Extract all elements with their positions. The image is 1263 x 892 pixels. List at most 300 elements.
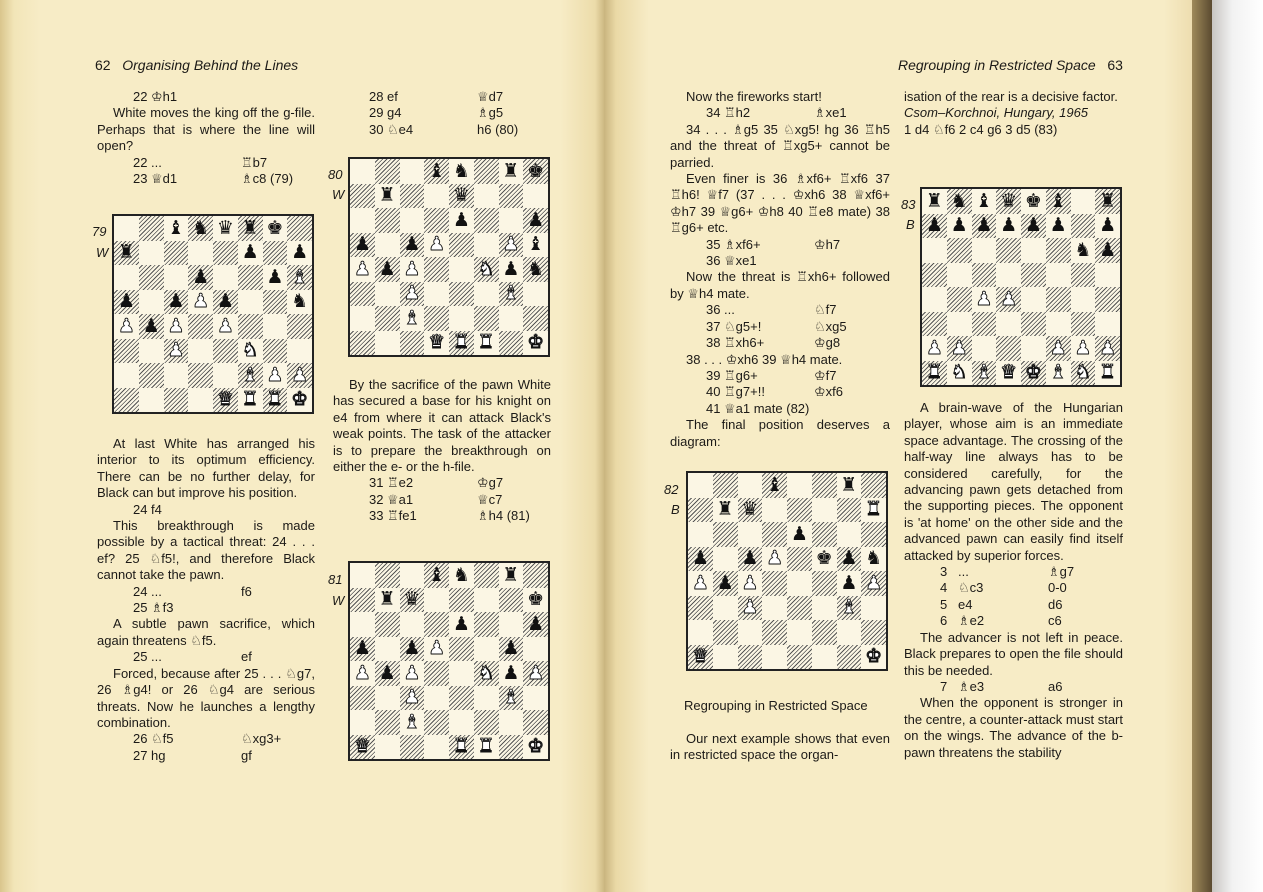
move-line <box>333 89 551 105</box>
black-pawn-icon: ♟ <box>527 208 545 231</box>
black-pawn-icon: ♟ <box>353 233 371 256</box>
board-square <box>400 661 425 686</box>
board-square <box>762 547 787 572</box>
board-square <box>972 287 997 312</box>
move-b: ♕d1 <box>151 171 178 187</box>
white-king-icon: ♚ <box>865 645 883 668</box>
black-pawn-icon: ♟ <box>1049 214 1067 237</box>
board-square <box>474 257 499 282</box>
board-square <box>350 710 375 735</box>
board-square <box>499 208 524 233</box>
white-rook-icon: ♜ <box>241 388 259 411</box>
board-square <box>263 363 288 388</box>
board-square <box>213 216 238 241</box>
move-line <box>97 502 315 518</box>
board-square <box>213 339 238 364</box>
board-square <box>350 233 375 258</box>
board-square <box>972 238 997 263</box>
board-square <box>787 522 812 547</box>
paragraph: Now the fireworks start! <box>686 89 822 104</box>
board-square <box>400 563 425 588</box>
black-bishop-icon: ♝ <box>167 216 185 239</box>
board-square <box>188 241 213 266</box>
white-rook-icon: ♜ <box>452 735 470 758</box>
right-column-bottom <box>670 731 890 764</box>
black-pawn-icon: ♟ <box>1099 238 1117 261</box>
board-square <box>837 620 862 645</box>
board-square <box>350 661 375 686</box>
board-square <box>114 216 139 241</box>
page-number: 62 <box>95 57 111 73</box>
board-square <box>787 473 812 498</box>
move-line <box>670 237 890 253</box>
right-column2-bottom <box>904 400 1123 761</box>
board-square <box>499 637 524 662</box>
board-square <box>188 339 213 364</box>
move-b: ... <box>151 154 162 170</box>
move-b: ♖g7+!! <box>724 384 765 400</box>
chess-diagram-83 <box>920 187 1122 387</box>
board-square <box>375 331 400 356</box>
board-square <box>375 637 400 662</box>
white-knight-icon: ♞ <box>950 361 968 384</box>
board-square <box>424 612 449 637</box>
board-square <box>996 238 1021 263</box>
board-square <box>837 498 862 523</box>
black-queen-icon: ♛ <box>216 216 234 239</box>
move-a: 4 <box>940 580 948 596</box>
board-square <box>474 637 499 662</box>
board-square <box>114 314 139 339</box>
board-square <box>762 620 787 645</box>
board-square <box>474 735 499 760</box>
board-square <box>400 208 425 233</box>
board-square <box>1021 238 1046 263</box>
board-square <box>713 498 738 523</box>
move-b: ♕a1 mate (82) <box>724 400 810 416</box>
board-square <box>1071 214 1096 239</box>
board-square <box>287 265 312 290</box>
board-square <box>350 331 375 356</box>
board-square <box>1095 361 1120 386</box>
board-square <box>238 363 263 388</box>
board-square <box>523 637 548 662</box>
black-knight-icon: ♞ <box>1074 238 1092 261</box>
book-edge <box>1192 0 1212 892</box>
board-square <box>812 571 837 596</box>
white-pawn-icon: ♟ <box>1049 336 1067 359</box>
board-square <box>947 263 972 288</box>
white-queen-icon: ♛ <box>428 331 446 354</box>
white-bishop-icon: ♝ <box>975 361 993 384</box>
move-line <box>904 564 1123 580</box>
white-pawn-icon: ♟ <box>925 336 943 359</box>
board-square <box>523 306 548 331</box>
move-c: f6 <box>241 583 252 599</box>
paragraph: When the opponent is stronger in the centre, a counter-attack must start on the wings. The advance of the b-pawn threatens the stability <box>904 695 1123 760</box>
move-b: ♖fe1 <box>387 508 417 524</box>
move-c <box>814 401 884 417</box>
move-line <box>670 368 890 384</box>
board-square <box>164 290 189 315</box>
black-pawn-icon: ♟ <box>502 637 520 660</box>
board-square <box>350 208 375 233</box>
paragraph: This breakthrough is made possible by a tactical threat: 24 . . . ef? 25 ♘f5!, and therefore Black cannot take the pawn. <box>97 518 315 583</box>
move-b: ... <box>151 649 162 665</box>
move-c: ♔g8 <box>814 335 841 351</box>
move-b: g4 <box>387 105 402 121</box>
board-square <box>474 159 499 184</box>
board-square <box>1046 238 1071 263</box>
board-square <box>375 306 400 331</box>
move-c: ♔xf6 <box>814 384 843 400</box>
board-square <box>164 241 189 266</box>
move-c: ♘xg3+ <box>241 731 282 747</box>
move-c <box>241 89 311 105</box>
move-b: f4 <box>151 501 162 517</box>
board-square <box>996 361 1021 386</box>
board-square <box>424 184 449 209</box>
black-king-icon: ♚ <box>527 588 545 611</box>
board-square <box>787 645 812 670</box>
board-square <box>449 257 474 282</box>
board-square <box>474 208 499 233</box>
board-square <box>400 735 425 760</box>
white-rook-icon: ♜ <box>925 361 943 384</box>
board-square <box>449 710 474 735</box>
board-square <box>114 241 139 266</box>
board-square <box>523 233 548 258</box>
move-b: ♕xe1 <box>724 253 757 269</box>
move-b: ... <box>724 302 735 318</box>
board-square <box>738 645 763 670</box>
board-square <box>188 216 213 241</box>
board-square <box>837 571 862 596</box>
board-square <box>139 290 164 315</box>
paragraph: isation of the rear is a decisive factor. <box>904 89 1118 104</box>
move-b: ♘c3 <box>958 580 984 596</box>
board-square <box>922 287 947 312</box>
board-square <box>424 233 449 258</box>
board-square <box>238 290 263 315</box>
board-square <box>499 612 524 637</box>
board-square <box>738 522 763 547</box>
move-c: ♗c8 (79) <box>241 171 294 187</box>
black-pawn-icon: ♟ <box>241 241 259 264</box>
black-pawn-icon: ♟ <box>1000 214 1018 237</box>
move-b: ♖g6+ <box>724 367 758 383</box>
board-square <box>1021 336 1046 361</box>
board-square <box>713 522 738 547</box>
black-pawn-icon: ♟ <box>142 314 160 337</box>
black-knight-icon: ♞ <box>452 563 470 586</box>
black-pawn-icon: ♟ <box>378 661 396 684</box>
move-b: ♗xf6+ <box>724 236 761 252</box>
paragraph: White moves the king off the g-file. Perhaps that is where the line will open? <box>97 105 315 154</box>
white-knight-icon: ♞ <box>241 339 259 362</box>
move-a: 36 <box>706 253 721 269</box>
board-square <box>688 522 713 547</box>
board-square <box>1095 238 1120 263</box>
board-square <box>350 159 375 184</box>
board-square <box>713 620 738 645</box>
board-square <box>787 596 812 621</box>
move-b: ♔h1 <box>151 89 178 104</box>
board-square <box>424 306 449 331</box>
white-pawn-icon: ♟ <box>291 363 309 386</box>
move-line <box>97 89 315 105</box>
board-square <box>139 314 164 339</box>
move-a: 30 <box>369 121 384 137</box>
move-c: ♘f7 <box>814 302 837 318</box>
board-square <box>523 612 548 637</box>
black-pawn-icon: ♟ <box>840 571 858 594</box>
board-square <box>837 596 862 621</box>
board-square <box>114 339 139 364</box>
board-square <box>213 314 238 339</box>
board-square <box>263 290 288 315</box>
paragraph: Our next example shows that even in restricted space the organ- <box>670 731 890 763</box>
diagram-82-number: 82 <box>664 482 679 497</box>
board-square <box>424 710 449 735</box>
board-square <box>474 588 499 613</box>
board-square <box>812 473 837 498</box>
black-pawn-icon: ♟ <box>452 612 470 635</box>
move-c: c6 <box>1048 613 1062 629</box>
board-square <box>424 159 449 184</box>
board-square <box>1095 214 1120 239</box>
board-square <box>1071 336 1096 361</box>
board-square <box>499 563 524 588</box>
black-king-icon: ♚ <box>266 216 284 239</box>
board-square <box>762 645 787 670</box>
board-square <box>996 263 1021 288</box>
board-square <box>1046 263 1071 288</box>
board-square <box>922 263 947 288</box>
move-a: 37 <box>706 318 721 334</box>
board-square <box>474 282 499 307</box>
right-page-header <box>898 57 1123 73</box>
board-square <box>972 214 997 239</box>
board-square <box>1046 312 1071 337</box>
white-queen-icon: ♛ <box>216 388 234 411</box>
board-square <box>400 612 425 637</box>
board-square <box>861 596 886 621</box>
black-knight-icon: ♞ <box>865 547 883 570</box>
right-page <box>604 0 1200 892</box>
board-square <box>424 331 449 356</box>
board-square <box>922 312 947 337</box>
board-square <box>424 563 449 588</box>
move-c: ♔f7 <box>814 367 837 383</box>
board-square <box>996 336 1021 361</box>
board-square <box>787 498 812 523</box>
white-pawn-icon: ♟ <box>403 686 421 709</box>
board-square <box>947 287 972 312</box>
board-square <box>238 314 263 339</box>
board-square <box>213 363 238 388</box>
black-rook-icon: ♜ <box>241 216 259 239</box>
board-square <box>1095 287 1120 312</box>
board-square <box>375 661 400 686</box>
paragraph: 34 . . . ♗g5 35 ♘xg5! hg 36 ♖h5 and the threat of ♖xg5+ cannot be parried. <box>670 121 890 170</box>
board-square <box>787 571 812 596</box>
diagram-81-number: 81 <box>328 572 343 587</box>
board-square <box>350 637 375 662</box>
move-line <box>97 649 315 665</box>
board-square <box>375 233 400 258</box>
left-column2-top <box>333 89 551 138</box>
board-square <box>213 265 238 290</box>
black-rook-icon: ♜ <box>925 189 943 212</box>
black-queen-icon: ♛ <box>452 184 470 207</box>
paragraph: By the sacrifice of the pawn White has secured a base for his knight on e4 from where it can attack Black's weak points. The task of the attacker is to prepare the breakthrough on either the e- or the h-file. <box>333 377 551 475</box>
board-square <box>837 473 862 498</box>
board-square <box>738 571 763 596</box>
board-square <box>114 388 139 413</box>
board-square <box>499 282 524 307</box>
black-rook-icon: ♜ <box>378 588 396 611</box>
board-square <box>424 637 449 662</box>
board-square <box>449 208 474 233</box>
board-square <box>400 184 425 209</box>
paragraph: Forced, because after 25 . . . ♘g7, 26 ♗g4! or 26 ♘g4 are serious threats. Now he launches a lengthy combination. <box>97 665 315 730</box>
board-square <box>424 735 449 760</box>
move-a: 7 <box>940 678 948 694</box>
board-square <box>861 571 886 596</box>
black-knight-icon: ♞ <box>452 159 470 182</box>
paragraph: 38 . . . ♔xh6 39 ♕h4 mate. <box>686 351 843 367</box>
chess-diagram-81 <box>348 561 550 761</box>
move-a: 3 <box>940 564 948 580</box>
board-square <box>139 339 164 364</box>
board-square <box>1071 238 1096 263</box>
board-square <box>424 208 449 233</box>
board-square <box>996 214 1021 239</box>
board-square <box>350 184 375 209</box>
white-king-icon: ♚ <box>1024 361 1042 384</box>
board-square <box>713 547 738 572</box>
board-square <box>1021 287 1046 312</box>
board-square <box>812 596 837 621</box>
black-pawn-icon: ♟ <box>353 637 371 660</box>
board-square <box>762 473 787 498</box>
white-bishop-icon: ♝ <box>241 363 259 386</box>
move-b: ♖xh6+ <box>724 335 765 351</box>
board-square <box>1071 189 1096 214</box>
board-square <box>922 361 947 386</box>
move-a: 36 <box>706 302 721 318</box>
board-square <box>837 547 862 572</box>
white-pawn-icon: ♟ <box>950 336 968 359</box>
board-square <box>449 184 474 209</box>
white-queen-icon: ♛ <box>691 645 709 668</box>
white-rook-icon: ♜ <box>865 498 883 521</box>
white-bishop-icon: ♝ <box>1049 361 1067 384</box>
board-square <box>375 159 400 184</box>
board-square <box>449 661 474 686</box>
black-pawn-icon: ♟ <box>167 290 185 313</box>
board-square <box>350 735 375 760</box>
move-b: e4 <box>958 596 973 612</box>
board-square <box>263 265 288 290</box>
move-a: 23 <box>133 171 148 187</box>
board-square <box>812 522 837 547</box>
white-bishop-icon: ♝ <box>403 306 421 329</box>
board-square <box>474 686 499 711</box>
section-heading: Regrouping in Restricted Space <box>684 698 868 713</box>
diagram-79-number: 79 <box>92 224 107 239</box>
chess-diagram-82 <box>686 471 888 671</box>
board-square <box>499 661 524 686</box>
black-rook-icon: ♜ <box>840 473 858 496</box>
board-square <box>188 388 213 413</box>
board-square <box>523 661 548 686</box>
board-square <box>499 159 524 184</box>
white-pawn-icon: ♟ <box>117 314 135 337</box>
board-square <box>1095 336 1120 361</box>
board-square <box>424 282 449 307</box>
board-square <box>996 312 1021 337</box>
black-bishop-icon: ♝ <box>527 233 545 256</box>
board-square <box>400 686 425 711</box>
board-square <box>861 522 886 547</box>
board-square <box>449 686 474 711</box>
board-square <box>474 233 499 258</box>
board-square <box>1071 361 1096 386</box>
board-square <box>1021 312 1046 337</box>
black-pawn-icon: ♟ <box>378 257 396 280</box>
board-square <box>188 314 213 339</box>
move-line <box>670 302 890 318</box>
board-square <box>287 241 312 266</box>
black-pawn-icon: ♟ <box>502 661 520 684</box>
board-square <box>263 388 288 413</box>
diagram-81-side: W <box>332 593 345 608</box>
paragraph: Now the threat is ♖xh6+ followed by ♕h4 mate. <box>670 269 890 301</box>
black-queen-icon: ♛ <box>403 588 421 611</box>
left-column-bottom <box>97 436 315 764</box>
move-a: 25 <box>133 600 148 616</box>
board-square <box>947 336 972 361</box>
board-square <box>762 596 787 621</box>
board-square <box>375 208 400 233</box>
move-c: ♗h4 (81) <box>477 508 530 524</box>
board-square <box>996 189 1021 214</box>
board-square <box>449 612 474 637</box>
board-square <box>1021 214 1046 239</box>
white-pawn-icon: ♟ <box>741 596 759 619</box>
move-a: 22 <box>133 154 148 170</box>
board-square <box>499 735 524 760</box>
board-square <box>523 208 548 233</box>
white-queen-icon: ♛ <box>1000 361 1018 384</box>
white-king-icon: ♚ <box>527 735 545 758</box>
black-knight-icon: ♞ <box>950 189 968 212</box>
board-square <box>350 612 375 637</box>
white-rook-icon: ♜ <box>1099 361 1117 384</box>
white-pawn-icon: ♟ <box>1000 287 1018 310</box>
move-a: 22 <box>133 89 148 104</box>
board-square <box>787 547 812 572</box>
paragraph: The final position deserves a diagram: <box>670 417 890 449</box>
move-line <box>97 584 315 600</box>
move-a: 41 <box>706 400 721 416</box>
board-square <box>947 312 972 337</box>
board-square <box>523 331 548 356</box>
white-pawn-icon: ♟ <box>527 661 545 684</box>
board-square <box>861 645 886 670</box>
